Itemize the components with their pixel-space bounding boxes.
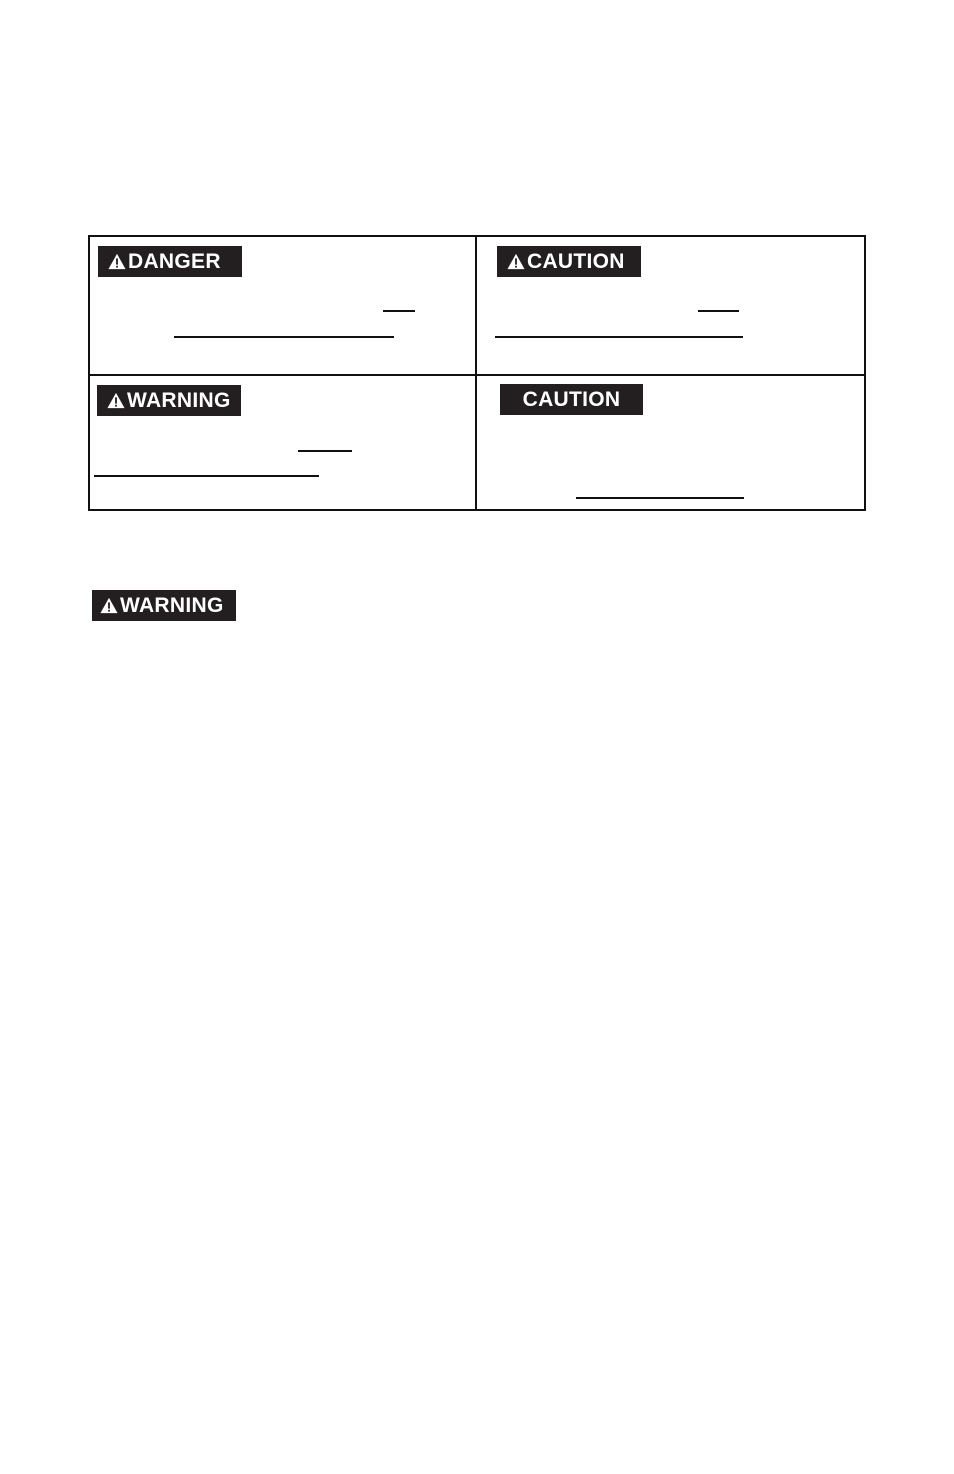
- danger-underline-long: [174, 336, 394, 338]
- standalone-warning-badge: [92, 590, 236, 621]
- warning-badge: [97, 385, 241, 416]
- caution-alert-underline-short: [698, 310, 739, 312]
- caution-plain-underline: [576, 497, 744, 499]
- warning-triangle-icon: [100, 597, 118, 614]
- caution-plain-badge: [500, 384, 643, 415]
- caution-alert-badge: [497, 246, 641, 277]
- warning-underline-short: [298, 450, 352, 452]
- danger-label: DANGER: [128, 250, 221, 273]
- table-row-divider: [90, 374, 864, 376]
- caution-plain-label: CAUTION: [522, 388, 621, 411]
- caution-alert-label: CAUTION: [527, 250, 625, 273]
- danger-badge: [98, 246, 242, 277]
- caution-alert-underline-long: [495, 336, 743, 338]
- warning-triangle-icon: [108, 253, 126, 270]
- warning-triangle-icon: [507, 253, 525, 270]
- table-column-divider: [475, 237, 477, 509]
- standalone-warning-label: WARNING: [120, 594, 224, 617]
- warning-label: WARNING: [127, 389, 231, 412]
- warning-triangle-icon: [107, 392, 125, 409]
- danger-underline-short: [383, 310, 415, 312]
- warning-underline-long: [94, 475, 319, 477]
